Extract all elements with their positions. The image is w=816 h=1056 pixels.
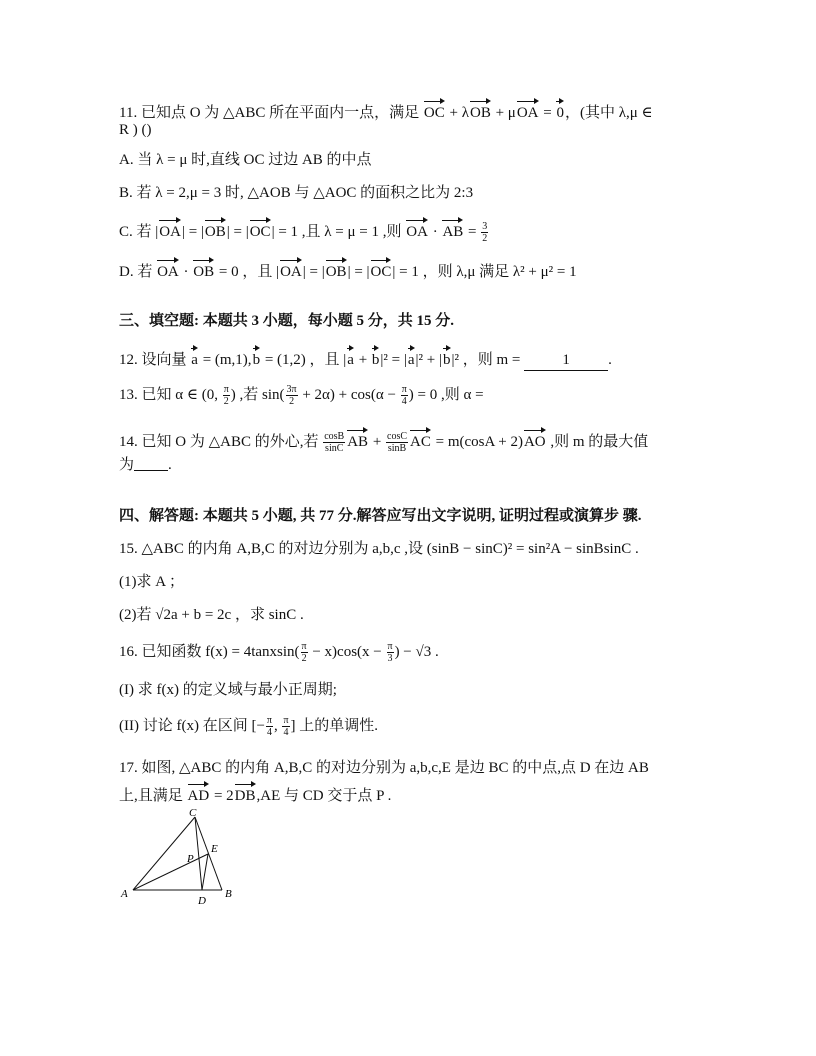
text: | = | <box>226 224 249 240</box>
text: |² = | <box>380 352 407 368</box>
text: = 2 <box>210 788 234 804</box>
vector-a: a <box>191 344 198 370</box>
vector: OC <box>371 256 392 282</box>
text: . <box>168 457 172 473</box>
vector-a: a <box>408 344 415 370</box>
fraction <box>401 384 408 407</box>
vector-ac: AC <box>410 426 431 452</box>
q16-part1: (I) 求 f(x) 的定义域与最小正周期; <box>119 682 337 698</box>
numerator: π <box>223 384 229 395</box>
numerator: π <box>283 715 289 726</box>
text: C. 若 | <box>119 224 159 240</box>
fraction <box>301 641 308 664</box>
text: | = | <box>302 264 325 280</box>
text: D. 若 <box>119 264 157 280</box>
text: + <box>369 434 386 450</box>
segment-ed <box>202 854 208 890</box>
q11-option-d <box>119 256 577 282</box>
denominator: 4 <box>283 727 289 738</box>
denominator: sinC <box>325 443 344 455</box>
text: + <box>354 352 371 368</box>
text: ) = 0 ,则 α = <box>408 386 484 403</box>
text: = <box>464 224 481 240</box>
denominator: sinB <box>387 443 407 455</box>
text: ,则 m 的最大值 <box>546 434 649 450</box>
zero-vector: 0 <box>556 97 564 123</box>
vector-ad: AD <box>188 780 210 806</box>
q16-stem <box>119 641 439 664</box>
text: = 0 ，且 | <box>215 264 280 280</box>
segment-ae <box>133 854 208 890</box>
q14-answer-blank <box>134 456 168 471</box>
text: |² + | <box>415 352 443 368</box>
text: ) − √3 . <box>394 643 439 660</box>
q12-answer-blank: 1 <box>524 350 608 371</box>
fraction <box>386 431 408 454</box>
numerator: π <box>401 384 407 395</box>
text: = (m,1), <box>198 352 252 368</box>
numerator: π <box>266 715 272 726</box>
text: | = | <box>181 224 204 240</box>
numerator: cosB <box>324 431 345 443</box>
text: ,AE 与 CD 交于点 P . <box>256 788 392 804</box>
denominator: 4 <box>266 727 272 738</box>
text: 14. 已知 O 为 △ABC 的外心,若 <box>119 434 323 450</box>
vector: OA <box>280 256 302 282</box>
vector: OB <box>326 256 347 282</box>
vector-ao: AO <box>524 426 546 452</box>
text: · <box>428 224 442 240</box>
numerator: π <box>301 641 307 652</box>
label-b: B <box>225 888 232 900</box>
triangle-figure <box>118 808 248 908</box>
text: · <box>179 264 193 280</box>
text: − x)cos(x − <box>308 643 386 660</box>
q11-option-b: B. 若 λ = 2,μ = 3 时, △AOB 与 △AOC 的面积之比为 2:3 <box>119 185 474 201</box>
q17-line1: 17. 如图, △ABC 的内角 A,B,C 的对边分别为 a,b,c,E 是边 BC 的中点,点 D 在边 AB <box>119 760 649 776</box>
label-c: C <box>189 808 197 819</box>
fraction <box>387 641 394 664</box>
segment-cd <box>195 817 202 890</box>
fraction <box>282 715 289 738</box>
vector: OB <box>193 256 214 282</box>
text: = m(cosA + 2) <box>431 434 523 450</box>
vector: AB <box>442 216 463 242</box>
label-d: D <box>198 895 206 907</box>
text: + 2α) + cos(α − <box>298 386 400 403</box>
label-a: A <box>121 888 128 900</box>
denominator: 2 <box>482 233 488 245</box>
q11-option-c <box>119 216 489 244</box>
denominator: 2 <box>223 396 229 407</box>
side-ac <box>133 817 195 890</box>
q14-line1 <box>119 426 648 454</box>
text: | = 1 ，则 λ,μ 满足 λ² + μ² = 1 <box>392 264 577 280</box>
text: ] 上的单调性. <box>290 717 379 734</box>
vector: OB <box>205 216 226 242</box>
vector-a: a <box>347 344 354 370</box>
q11-stem-line1 <box>119 97 653 123</box>
text: 16. 已知函数 f(x) = 4tanxsin( <box>119 643 300 660</box>
text: 上,且满足 <box>119 788 187 804</box>
vector-db: DB <box>235 780 256 806</box>
q12-line <box>119 344 612 371</box>
vector-oa: OA <box>517 97 539 123</box>
text: . <box>608 352 612 368</box>
text: | = | <box>347 264 370 280</box>
q11-text: 11. 已知点 O 为 △ABC 所在平面内一点，满足 <box>119 105 423 121</box>
q14-line2 <box>119 455 172 475</box>
numerator: 3π <box>286 384 297 395</box>
numerator: π <box>387 641 393 652</box>
numerator: cosC <box>387 431 408 443</box>
q11-text: + μ <box>491 105 516 121</box>
text: 12. 设向量 <box>119 352 191 368</box>
denominator: 4 <box>401 396 407 407</box>
q15-stem: 15. △ABC 的内角 A,B,C 的对边分别为 a,b,c ,设 (sinB − sinC)² = sin²A − sinBsinC . <box>119 541 639 557</box>
text: , <box>273 717 282 734</box>
q17-line2 <box>119 780 391 806</box>
vector-ab: AB <box>347 426 368 452</box>
q15-part2: (2)若 √2a + b = 2c ，求 sinC . <box>119 607 304 623</box>
text: | = 1 ,且 λ = μ = 1 ,则 <box>271 224 406 240</box>
side-bc <box>195 817 222 890</box>
denominator: 3 <box>387 653 393 664</box>
text: 13. 已知 α ∈ (0, <box>119 386 222 403</box>
section-4-heading: 四、解答题: 本题共 5 小题, 共 77 分.解答应写出文字说明, 证明过程或演算步 骤. <box>119 508 642 524</box>
fraction <box>266 715 273 738</box>
label-e: E <box>211 843 218 855</box>
text: (II) 讨论 f(x) 在区间 [− <box>119 717 265 734</box>
vector-b: b <box>372 344 380 370</box>
vector-oc: OC <box>424 97 445 123</box>
numerator: 3 <box>482 221 488 233</box>
fraction <box>223 384 230 407</box>
vector: OC <box>250 216 271 242</box>
q15-part1: (1)求 A ； <box>119 574 184 590</box>
text: = (1,2) ，且 | <box>261 352 347 368</box>
vector: OA <box>157 256 179 282</box>
q11-text: + λ <box>445 105 469 121</box>
text: ) ,若 sin( <box>230 386 285 403</box>
denominator: 2 <box>301 653 307 664</box>
section-3-heading: 三、填空题: 本题共 3 小题，每小题 5 分，共 15 分. <box>119 313 454 329</box>
q11-option-a: A. 当 λ = μ 时,直线 OC 过边 AB 的中点 <box>119 152 372 168</box>
vector: OA <box>159 216 181 242</box>
vector-b: b <box>253 344 261 370</box>
fraction <box>481 221 488 244</box>
q16-part2 <box>119 715 378 738</box>
label-p: P <box>187 853 194 865</box>
q13-line <box>119 384 484 407</box>
fraction <box>323 431 345 454</box>
text: 为 <box>119 457 135 473</box>
denominator: 2 <box>289 396 295 407</box>
q11-stem-line2: R ) () <box>119 122 152 138</box>
vector-ob: OB <box>470 97 491 123</box>
vector: OA <box>406 216 428 242</box>
q11-text: ，(其中 λ,μ ∈ <box>564 105 653 121</box>
text: |² ，则 m = <box>451 352 525 368</box>
q11-text: = <box>539 105 556 121</box>
fraction <box>286 384 298 407</box>
vector-b: b <box>443 344 451 370</box>
